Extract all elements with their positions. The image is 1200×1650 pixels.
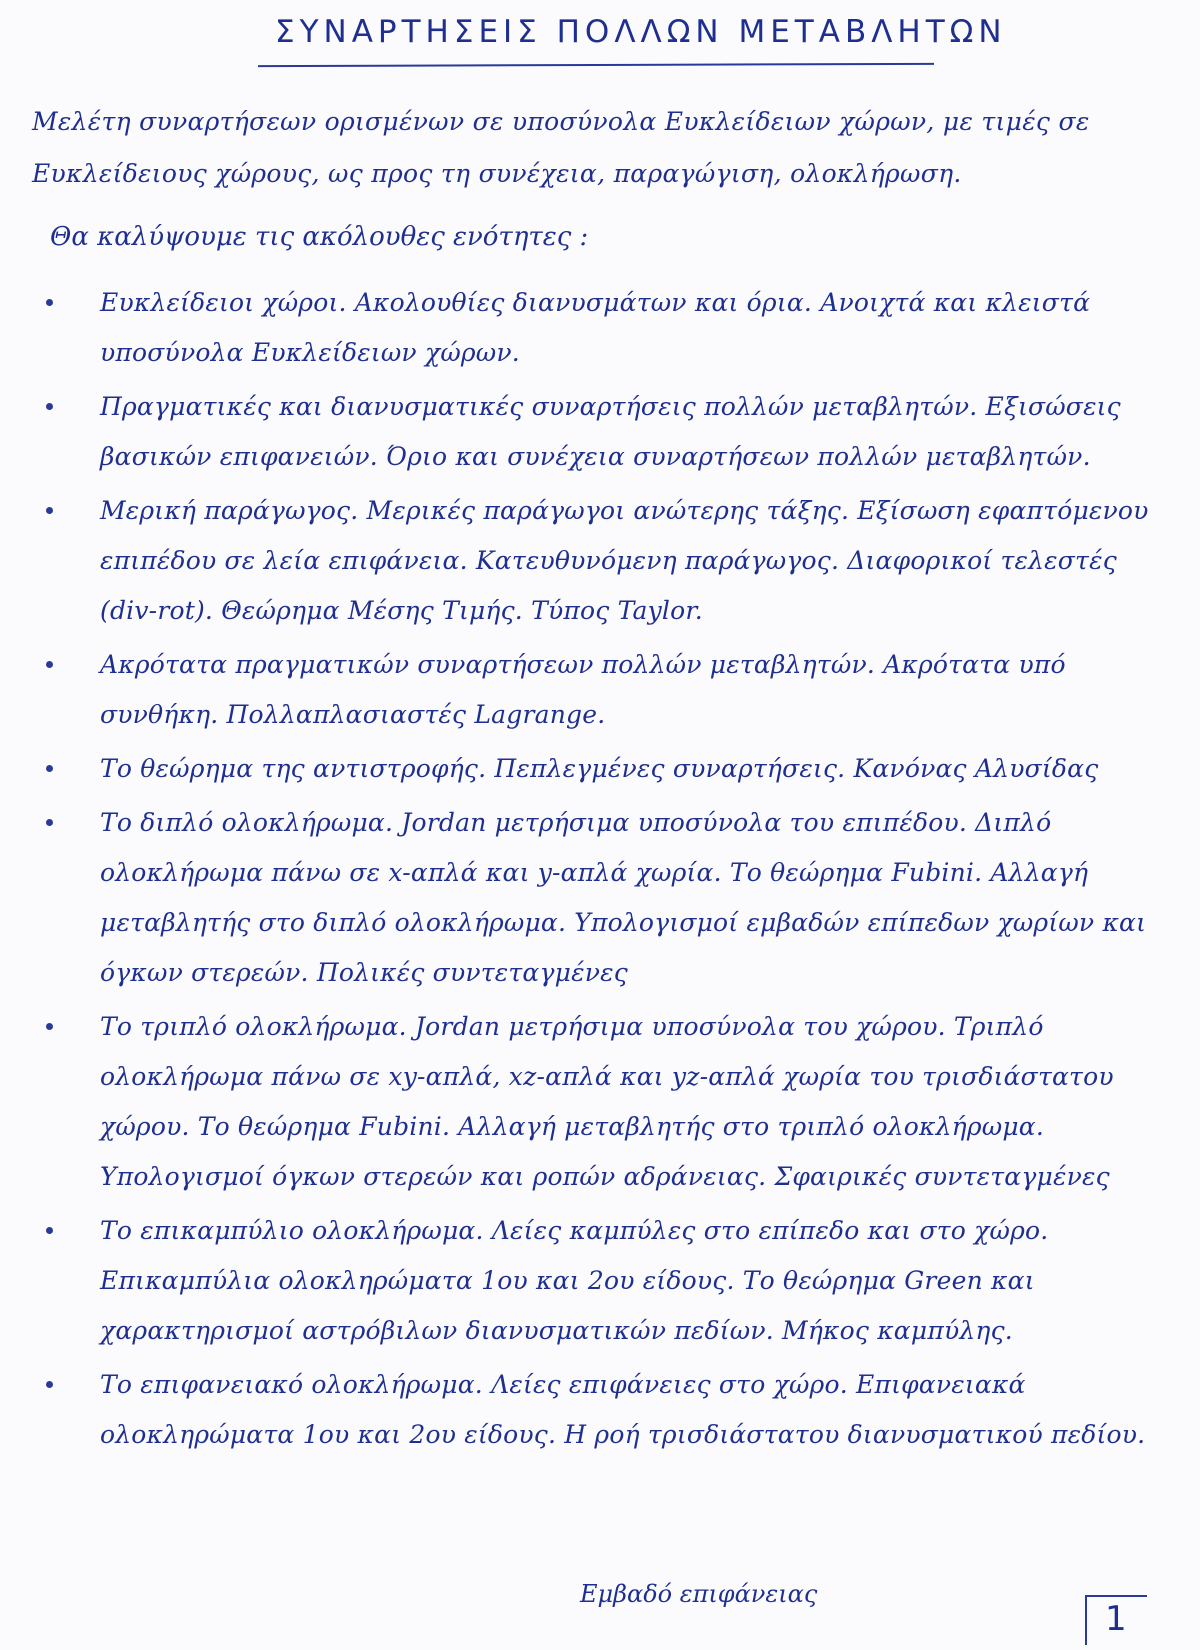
tail-note: Εμβαδό επιφάνειας <box>580 1580 818 1608</box>
topic-text: Το επιφανειακό ολοκλήρωμα. Λείες επιφάνειες στο χώρο. Επιφανειακά ολοκληρώματα 1ου και 2ου είδους. Η ροή τρισδιάστατου διανυσματικού πεδίου. <box>100 1370 1146 1449</box>
page-title: ΣΥΝΑΡΤΗΣΕΙΣ ΠΟΛΛΩΝ ΜΕΤΑΒΛΗΤΩΝ <box>275 14 1007 50</box>
bullet-icon <box>46 403 53 410</box>
bullet-icon <box>46 661 53 668</box>
list-item <box>40 382 1160 482</box>
list-item <box>40 1002 1160 1202</box>
covered-heading: Θα καλύψουμε τις ακόλουθες ενότητες : <box>50 222 589 252</box>
topic-text: Ευκλείδειοι χώροι. Ακολουθίες διανυσμάτων και όρια. Ανοιχτά και κλειστά υποσύνολα Ευκλείδειων χώρων. <box>100 288 1091 367</box>
topic-text: Το θεώρημα της αντιστροφής. Πεπλεγμένες συναρτήσεις. Κανόνας Αλυσίδας <box>100 754 1099 783</box>
list-item <box>40 640 1160 740</box>
bullet-icon <box>46 299 53 306</box>
list-item <box>40 1360 1160 1460</box>
bullet-icon <box>46 507 53 514</box>
bullet-icon <box>46 765 53 772</box>
list-item <box>40 744 1160 794</box>
topic-text: Το επικαμπύλιο ολοκλήρωμα. Λείες καμπύλες στο επίπεδο και στο χώρο. Επικαμπύλια ολοκληρώματα 1ου και 2ου είδους. Το θεώρημα Green και χαρακτηρισμοί αστρόβιλων διανυσματικών πεδίων. Μήκος καμπύλης. <box>100 1216 1049 1345</box>
list-item <box>40 486 1160 636</box>
topic-list <box>40 278 1160 1464</box>
topic-text: Ακρότατα πραγματικών συναρτήσεων πολλών μεταβλητών. Ακρότατα υπό συνθήκη. Πολλαπλασιαστές Lagrange. <box>100 650 1066 729</box>
bullet-icon <box>46 819 53 826</box>
intro-text: Μελέτη συναρτήσεων ορισμένων σε υποσύνολα Ευκλείδειων χώρων, με τιμές σε Ευκλείδειους χώρους, ως προς τη συνέχεια, παραγώγιση, ολοκλήρωση. <box>32 107 1090 188</box>
intro-paragraph <box>32 96 1142 200</box>
bullet-icon <box>46 1381 53 1388</box>
topic-text: Το τριπλό ολοκλήρωμα. Jordan μετρήσιμα υποσύνολα του χώρου. Τριπλό ολοκλήρωμα πάνω σε xy-απλά, xz-απλά και yz-απλά χωρία του τρισδιάστατου χώρου. Το θεώρημα Fubini. Αλλαγή μεταβλητής στο τριπλό ολοκλήρωμα. Υπολογισμοί όγκων στερεών και ροπών αδράνειας. Σφαιρικές συντεταγμένες <box>100 1012 1114 1191</box>
title-underline <box>258 63 934 67</box>
page-number-box <box>1085 1595 1147 1645</box>
topic-text: Το διπλό ολοκλήρωμα. Jordan μετρήσιμα υποσύνολα του επιπέδου. Διπλό ολοκλήρωμα πάνω σε x-απλά και y-απλά χωρία. Το θεώρημα Fubini. Αλλαγή μεταβλητής στο διπλό ολοκλήρωμα. Υπολογισμοί εμβαδών επίπεδων χωρίων και όγκων στερεών. Πολικές συντεταγμένες <box>100 808 1147 987</box>
list-item <box>40 798 1160 998</box>
list-item <box>40 278 1160 378</box>
page-number: 1 <box>1105 1599 1127 1639</box>
bullet-icon <box>46 1023 53 1030</box>
topic-text: Πραγματικές και διανυσματικές συναρτήσεις πολλών μεταβλητών. Εξισώσεις βασικών επιφανειών. Όριο και συνέχεια συναρτήσεων πολλών μεταβλητών. <box>100 392 1121 471</box>
topic-text: Μερική παράγωγος. Μερικές παράγωγοι ανώτερης τάξης. Εξίσωση εφαπτόμενου επιπέδου σε λεία επιφάνεια. Κατευθυνόμενη παράγωγος. Διαφορικοί τελεστές (div-rot). Θεώρημα Μέσης Τιμής. Τύπος Taylor. <box>100 496 1149 625</box>
list-item <box>40 1206 1160 1356</box>
bullet-icon <box>46 1227 53 1234</box>
